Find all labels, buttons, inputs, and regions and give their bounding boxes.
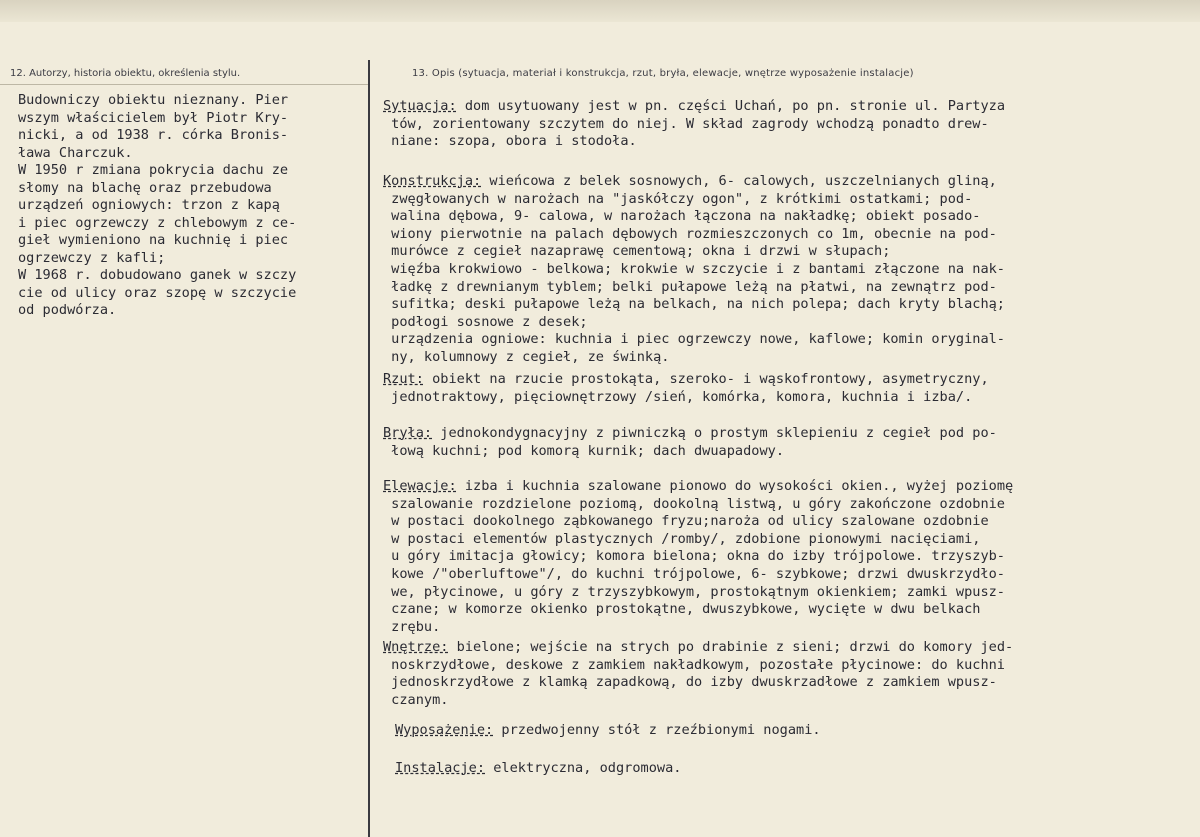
- header-authors-history: 12. Autorzy, historia obiektu, określenia stylu.: [10, 68, 241, 79]
- description-column: [383, 98, 1183, 776]
- section-text-situation: dom usytuowany jest w pn. części Uchań, po pn. stronie ul. Partyza tów, zorientowany szczytem do niej. W skład zagrody wchodzą ponadto drew- niane: szopa, obora i stodoła.: [391, 98, 1006, 150]
- column-divider: [368, 60, 370, 837]
- section-text-elevations: izba i kuchnia szalowane pionowo do wysokości okien., wyżej poziomę szalowanie rozdzielone poziomą, dookolną listwą, u góry zakończone ozdobnie w postaci dookolnego ząbkowanego fryzu;naroża od ulicy szalowane ozdobnie w postaci elementów plastycznych /romby/, zdobione pionowymi nacięciami, u góry imitacja głowicy; komora bielona; okna do izby trójpolowe. trzyszyb- kowe /"oberluftowe"/, do kuchni trójpolowe, 6- szybkowe; drzwi dwuskrzydło- we, płycinowe, u góry z trzyszybkowym, prostokątnym okienkiem; zamki wpusz- czane; w komorze okienko prostokątne, dwuszybkowe, wycięte w dwu belkach zrębu.: [391, 478, 1014, 635]
- section-label-furnishing: Wyposażenie:: [395, 722, 494, 738]
- section-label-plan: Rzut:: [383, 371, 424, 387]
- card-top-edge: [0, 0, 1200, 22]
- header-underline: [0, 84, 368, 85]
- section-text-furnishing: przedwojenny stół z rzeźbionymi nogami.: [493, 722, 821, 738]
- section-label-situation: Sytuacja:: [383, 98, 457, 114]
- section-text-construction: wieńcowa z belek sosnowych, 6- calowych, uszczelnianych gliną, zwęgłowanych w narożach na "jaskółczy ogon", z krótkimi ostatkami; pod- walina dębowa, 9- calowa, w narożach łączona na nakładkę; obiekt posado- wiony pierwotnie na palach dębowych rozmieszczonych co 1m, obecnie na pod- murówce z cegieł nazaprawę cementową; okna i drzwi w słupach; więźba krokwiowo - belkowa; krokwie w szczycie i z bantami złączone na nak- ładkę z drewnianym tyblem; belki pułapowe leżą na płatwi, na zewnątrz pod- sufitka; deski pułapowe leżą na belkach, na nich polepa; dach kryty blachą; podłogi sosnowe z desek; urządzenia ogniowe: kuchnia i piec ogrzewczy nowe, kaflowe; komin oryginal- ny, kolumnowy z cegieł, ze świnką.: [391, 173, 1005, 365]
- section-situation: [383, 98, 1005, 151]
- section-label-interior: Wnętrze:: [383, 639, 449, 655]
- section-text-installations: elektryczna, odgromowa.: [485, 760, 682, 776]
- section-text-plan: obiekt na rzucie prostokąta, szeroko- i wąskofrontowy, asymetryczny, jednotraktowy, pięciownętrzowy /sień, komórka, komora, kuchnia i izba/.: [391, 371, 989, 405]
- section-mass: [383, 425, 997, 460]
- section-construction: [383, 173, 1005, 367]
- header-description: 13. Opis (sytuacja, materiał i konstrukcja, rzut, bryła, elewacje, wnętrze wyposażenie instalacje): [412, 68, 914, 79]
- section-label-construction: Konstrukcja:: [383, 173, 482, 189]
- section-text-mass: jednokondygnacyjny z piwniczką o prostym sklepieniu z cegieł pod po- łową kuchni; pod komorą kurnik; dach dwuapadowy.: [391, 425, 997, 459]
- section-interior: [383, 639, 1013, 709]
- section-furnishing: [395, 722, 821, 740]
- section-text-interior: bielone; wejście na strych po drabinie z sieni; drzwi do komory jed- noskrzydłowe, deskowe z zamkiem nakładkowym, pozostałe płycinowe: do kuchni jednoskrzydłowe z klamką zapadkową, do izby dwuskrzadłowe z zamkiem wpusz- czanym.: [391, 639, 1014, 708]
- section-label-mass: Bryła:: [383, 425, 433, 441]
- section-elevations: [383, 478, 1013, 636]
- history-text: Budowniczy obiektu nieznany. Pier wszym właścicielem był Piotr Kry- nicki, a od 1938 r. córka Bronis- ława Charczuk. W 1950 r zmiana pokrycia dachu ze słomy na blachę oraz przebudowa urządzeń ogniowych: trzon z kapą i piec ogrzewczy z chlebowym z ce- gieł wymieniono na kuchnię i piec ogrzewczy z kafli; W 1968 r. dobudowano ganek w szczy cie od ulicy oraz szopę w szczycie od podwórza.: [18, 92, 297, 318]
- section-label-elevations: Elewacje:: [383, 478, 457, 494]
- section-label-installations: Instalacje:: [395, 760, 486, 776]
- section-installations: [395, 760, 681, 778]
- section-plan: [383, 371, 989, 406]
